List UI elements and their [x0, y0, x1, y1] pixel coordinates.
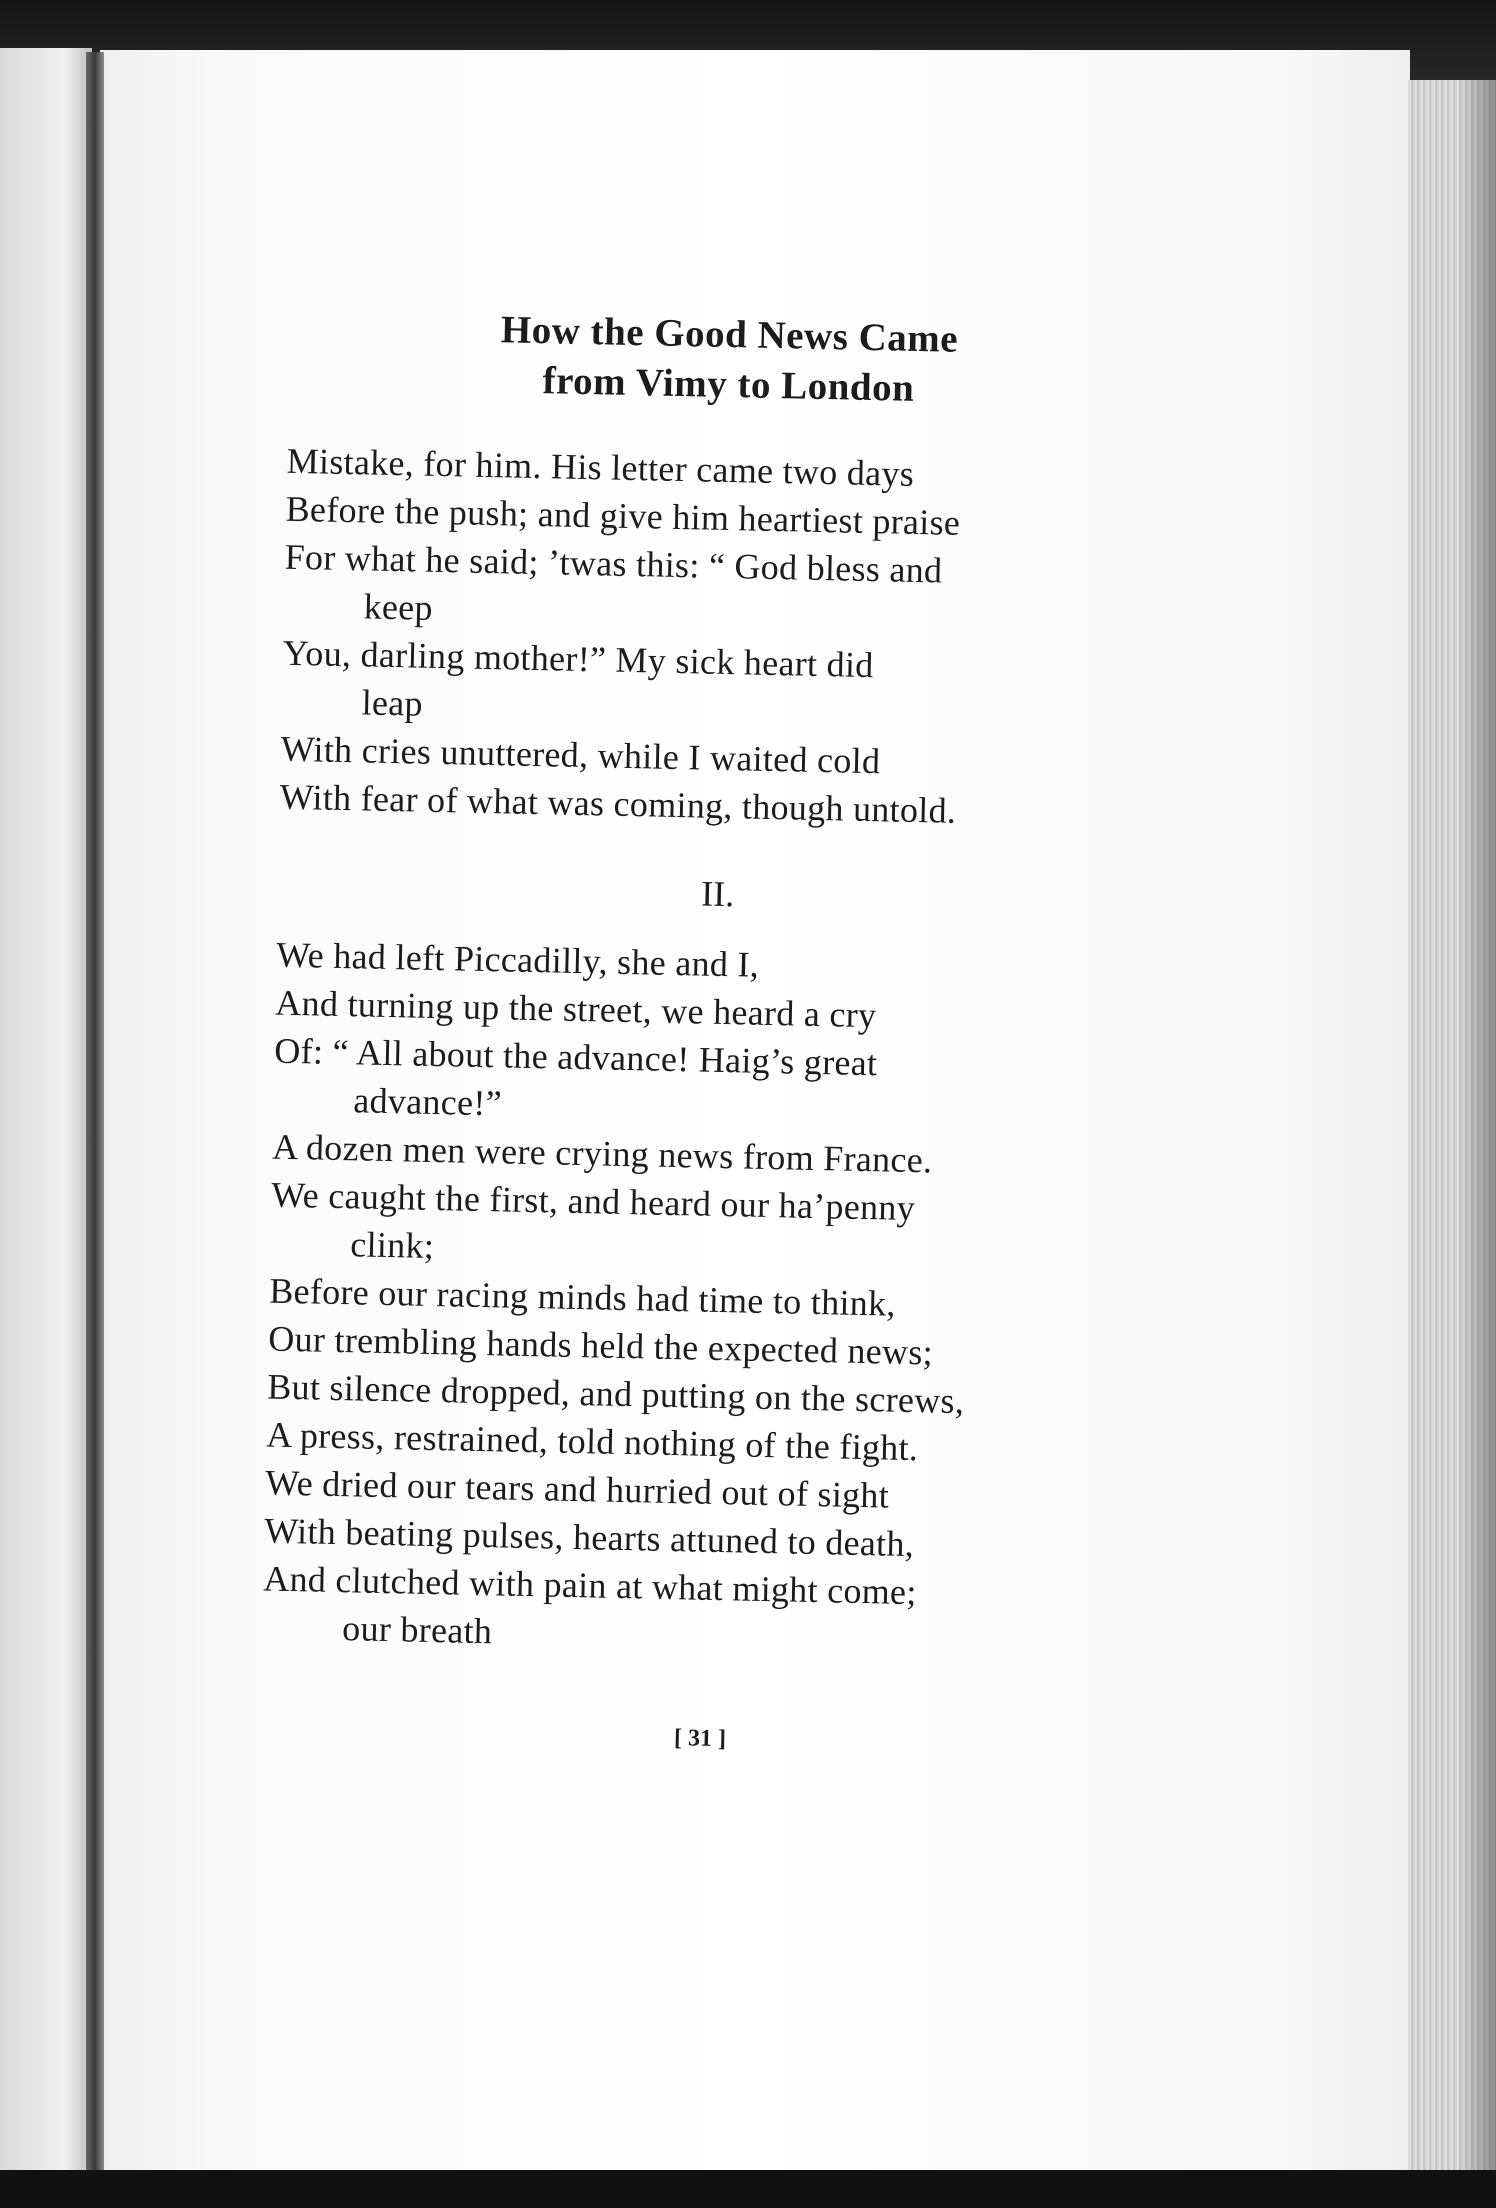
poem-title: [288, 301, 1170, 419]
verse-line: And clutched with pain at what might come;: [262, 1558, 918, 1613]
poem-text-block: [260, 301, 1170, 1762]
verse-line: For what he said; ’twas this: “ God bless and: [284, 536, 943, 591]
verse-line: A dozen men were crying news from France.: [271, 1126, 933, 1181]
scan-bottom-border: [0, 2170, 1496, 2208]
verse-line: With cries unuttered, while I waited cold: [280, 728, 881, 782]
stanza-2: [262, 931, 1157, 1669]
page-number: [ 31 ]: [673, 1725, 727, 1753]
verse-line: With beating pulses, hearts attuned to death,: [263, 1510, 915, 1565]
verse-line-continuation: our breath: [341, 1608, 493, 1652]
verse-line: But silence dropped, and putting on the screws,: [266, 1366, 965, 1422]
facing-page-edge: [0, 48, 92, 2173]
verse-line-continuation: clink;: [349, 1224, 435, 1267]
page-edge-shadow: [1458, 80, 1496, 2172]
verse-line: We dried our tears and hurried out of sight: [264, 1462, 890, 1516]
verse-line-continuation: leap: [361, 682, 424, 724]
verse-line: We caught the first, and heard our ha’penny: [270, 1174, 916, 1229]
book-gutter: [86, 52, 104, 2172]
poem-title-line-2: from Vimy to London: [542, 359, 915, 410]
verse-line: You, darling mother!” My sick heart did: [282, 632, 874, 686]
verse-line: Of: “ All about the advance! Haig’s great: [273, 1030, 878, 1084]
verse-line-continuation: advance!”: [352, 1080, 503, 1124]
verse-line: Before the push; and give him heartiest praise: [285, 488, 961, 543]
section-number: II.: [700, 873, 735, 915]
poem-title-line-1: How the Good News Came: [500, 308, 959, 361]
verse-line: We had left Piccadilly, she and I,: [275, 934, 760, 985]
verse-line: Our trembling hands held the expected news;: [267, 1318, 934, 1373]
verse-line: A press, restrained, told nothing of the fight.: [265, 1414, 919, 1469]
verse-line: With fear of what was coming, though untold.: [279, 776, 957, 831]
verse-line-continuation: keep: [363, 586, 434, 628]
verse-line: Before our racing minds had time to think,: [268, 1270, 897, 1324]
stanza-1: [279, 437, 1167, 839]
verse-line: And turning up the street, we heard a cry: [274, 982, 877, 1036]
verse-line: Mistake, for him. His letter came two days: [286, 440, 915, 494]
